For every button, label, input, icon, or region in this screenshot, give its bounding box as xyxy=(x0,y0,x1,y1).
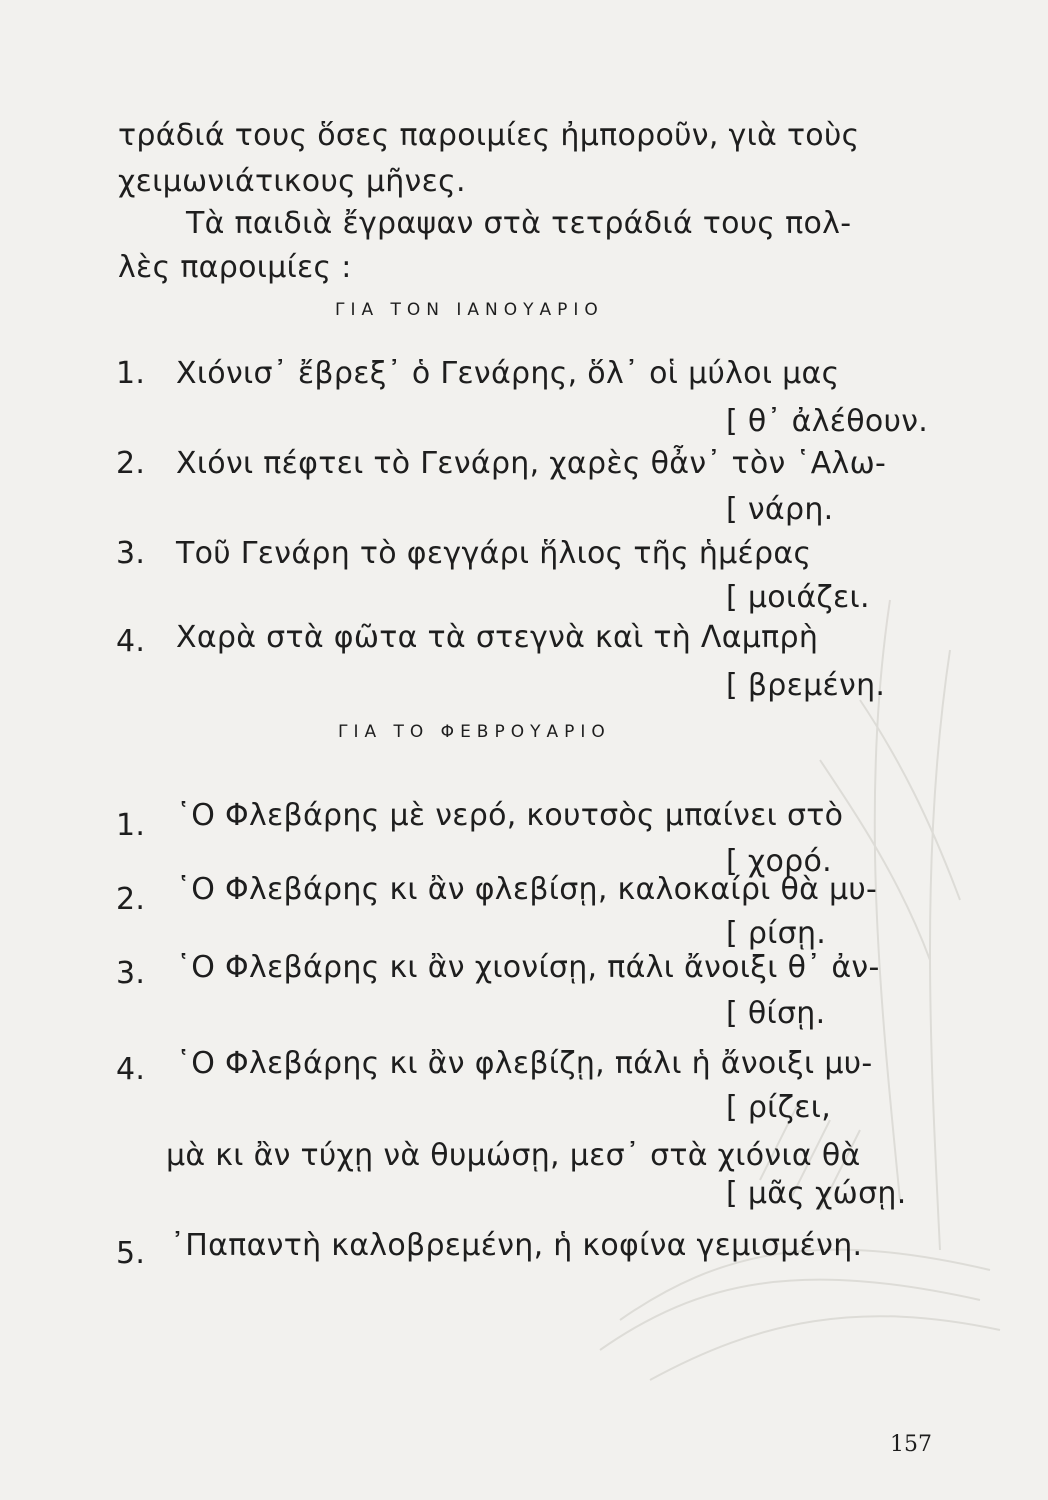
proverb-continuation: [ μᾶς χώσῃ. xyxy=(726,1176,907,1211)
proverb-number: 5. xyxy=(116,1236,146,1271)
proverb-text: Χαρὰ στὰ φῶτα τὰ στεγνὰ καὶ τὴ Λαμπρὴ xyxy=(176,620,819,655)
proverb-text: ῾Ο Φλεβάρης κι ἂν φλεβίζῃ, πάλι ἡ ἄνοιξι μυ- xyxy=(176,1046,873,1081)
proverb-continuation: [ ρίσῃ. xyxy=(726,916,827,951)
proverb-number: 3. xyxy=(116,536,146,571)
proverb-number: 4. xyxy=(116,1052,146,1087)
january-heading: ΓΙΑ ΤΟΝ ΙΑΝΟΥΑΡΙΟ xyxy=(335,300,604,320)
proverb-continuation: [ θίσῃ. xyxy=(726,996,826,1031)
intro-line-1: τράδιά τους ὅσες παροιμίες ἠμποροῦν, γιὰ τοὺς xyxy=(118,118,860,153)
intro-line-2: χειμωνιάτικους μῆνες. xyxy=(118,164,466,199)
proverb-number: 1. xyxy=(116,356,146,391)
proverb-text: Τοῦ Γενάρη τὸ φεγγάρι ἥλιος τῆς ἡμέρας xyxy=(176,536,812,571)
proverb-extra-line: μὰ κι ἂν τύχῃ νὰ θυμώσῃ, μεσ᾽ στὰ χιόνια θὰ xyxy=(166,1138,861,1173)
intro-line-3: Τὰ παιδιὰ ἔγραψαν στὰ τετράδιά τους πολ- xyxy=(186,206,852,241)
proverb-text: ᾽Παπαντὴ καλοβρεμένη, ἡ κοφίνα γεμισμένη. xyxy=(170,1228,863,1263)
proverb-number: 2. xyxy=(116,446,146,481)
february-heading: ΓΙΑ ΤΟ ΦΕΒΡΟΥΑΡΙΟ xyxy=(338,722,611,742)
proverb-continuation: [ βρεμένη. xyxy=(726,668,886,703)
proverb-continuation: [ χορό. xyxy=(726,844,832,879)
page-number: 157 xyxy=(890,1432,932,1457)
proverb-continuation: [ νάρη. xyxy=(726,492,834,527)
proverb-text: ῾Ο Φλεβάρης μὲ νερό, κουτσὸς μπαίνει στὸ xyxy=(176,798,844,833)
proverb-number: 3. xyxy=(116,956,146,991)
proverb-continuation: [ θ᾽ ἀλέθουν. xyxy=(726,404,929,439)
proverb-text: ῾Ο Φλεβάρης κι ἂν φλεβίσῃ, καλοκαίρι θὰ μυ- xyxy=(176,872,878,907)
intro-line-4: λὲς παροιμίες : xyxy=(118,250,352,285)
proverb-text: ῾Ο Φλεβάρης κι ἂν χιονίσῃ, πάλι ἄνοιξι θ᾽ ἀν- xyxy=(176,950,880,985)
proverb-number: 4. xyxy=(116,624,146,659)
proverb-number: 1. xyxy=(116,808,146,843)
proverb-text: Χιόνισ᾽ ἔβρεξ᾽ ὁ Γενάρης, ὅλ᾽ οἱ μύλοι μας xyxy=(176,356,840,391)
proverb-number: 2. xyxy=(116,882,146,917)
proverb-continuation: [ ρίζει, xyxy=(726,1090,832,1125)
proverb-continuation: [ μοιάζει. xyxy=(726,580,870,615)
proverb-text: Χιόνι πέφτει τὸ Γενάρη, χαρὲς θἆν᾽ τὸν ῾Αλω- xyxy=(176,446,887,481)
